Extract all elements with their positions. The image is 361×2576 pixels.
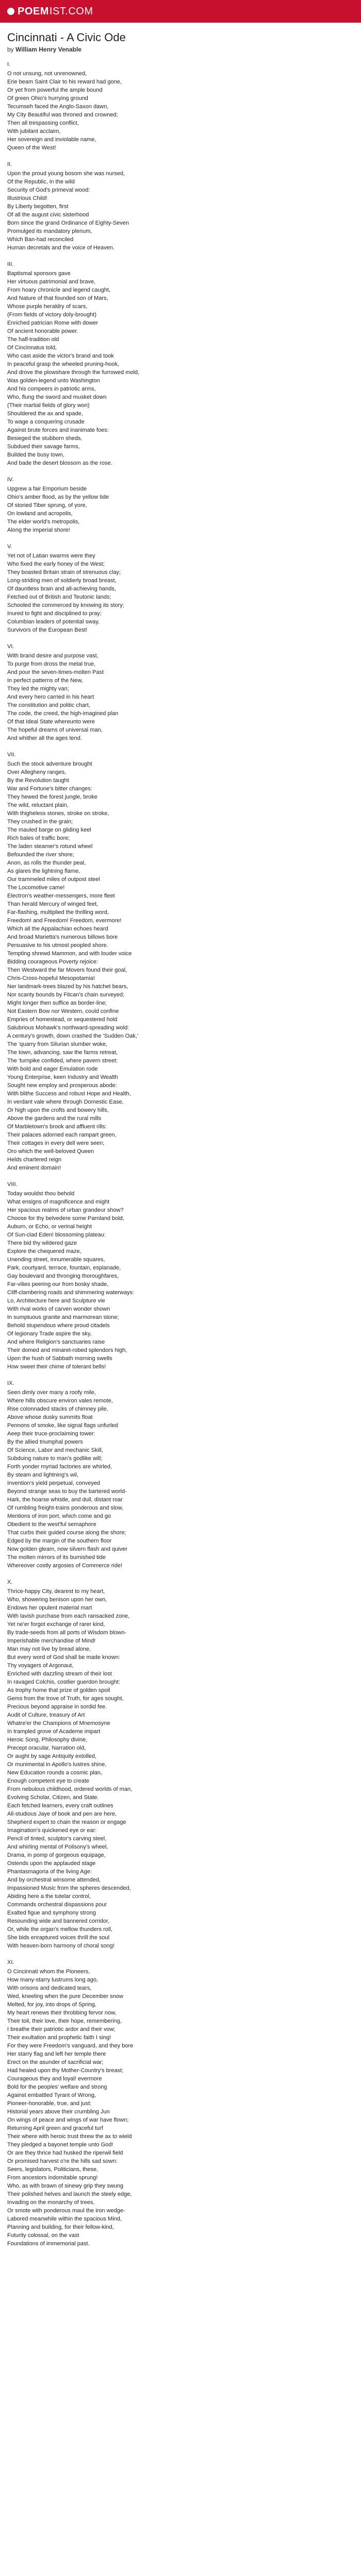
poem-section xyxy=(7,642,354,742)
poem-line: Obedient to the west'ful semaphore xyxy=(7,1521,96,1528)
poem-line: Then all trespassing conflict, xyxy=(7,120,79,126)
poem-line: Ohio's amber flood, as by the yellow tide xyxy=(7,494,109,500)
poem-section xyxy=(7,1958,354,2248)
poem-line: Baptismal sponsors gave xyxy=(7,270,71,277)
poem-line: The molten mirrors of its burnished tide xyxy=(7,1554,106,1561)
section-numeral: IV. xyxy=(7,477,14,483)
poem-line: Of rumbling freight-trains ponderous and slow, xyxy=(7,1505,124,1511)
poem-line: Hark, the hoarse whistle, and dull, distant roar xyxy=(7,1497,123,1503)
poem-line: By trade-seeds from all ports of Wisdom blown- xyxy=(7,1630,127,1636)
poem-line: Or are they thrice had husked the riperwil field xyxy=(7,2150,123,2156)
section-numeral: VI. xyxy=(7,643,14,650)
poem-line: Gems from the trove of Truth, for ages sought, xyxy=(7,1696,124,1702)
poem-line: On lowland and acropolis, xyxy=(7,511,73,517)
section-numeral: VIII. xyxy=(7,1181,18,1188)
poem-line: Of the Republic, in the wild xyxy=(7,179,75,185)
poem-line: Might longer then suffice as border-line; xyxy=(7,1000,107,1006)
poem-line: Bidding courageous Poverty rejoice: xyxy=(7,959,99,965)
poem-line: Who, as with brawn of sinewy grip they swung xyxy=(7,2183,123,2189)
poem-line: Along the imperial shore! xyxy=(7,527,70,533)
poem-line: Choose for thy belvedere some Parnland bold, xyxy=(7,1215,124,1222)
poem-section xyxy=(7,751,354,1172)
poem-line: The wild, reluctant plain, xyxy=(7,802,69,808)
poem-line: Unending street, innumerable squares, xyxy=(7,1257,105,1263)
poem-line: Ostends upon the applauded stage xyxy=(7,1860,96,1867)
poem-line: Sought new employ and prosperous abode: xyxy=(7,1082,117,1089)
poem-line: By Liberty begotten, first xyxy=(7,204,69,210)
poem-line: Fetched out of British and Teutonic lands; xyxy=(7,594,111,600)
poem-line: Or yet from powerful the ample bound xyxy=(7,87,103,93)
poem-line: Their polished helves and launch the steely edge, xyxy=(7,2191,132,2197)
poem-line: From nebulous childhood, ordered worlds of man, xyxy=(7,1786,133,1792)
poem-line: Over Allegheny ranges, xyxy=(7,769,67,775)
poem-line: Enriched patrician Rome with dower xyxy=(7,320,99,326)
section-numeral: III. xyxy=(7,261,14,267)
poem-line: Inured to fight and disciplined to pray; xyxy=(7,611,102,617)
poem-line: Tempting shrewd Mammon, and with louder voice xyxy=(7,951,132,957)
poem-line: I breathe their patriotic ardor and their vow; xyxy=(7,2026,116,2032)
poem-line: In verdant vale where through Domestic Ease, xyxy=(7,1099,124,1105)
poem-line: Against embattled Tyrant of Wrong, xyxy=(7,2092,96,2098)
poem-line: Yet not of Latian swarms were they xyxy=(7,553,95,559)
poem-line: The 'turnpike confided, where pavern street: xyxy=(7,1058,118,1064)
poem-line: But every word of God shall be made known: xyxy=(7,1654,120,1660)
poem-line: Evolving Scholar, Citizen, and State. xyxy=(7,1794,99,1801)
section-numeral: I. xyxy=(7,61,11,67)
poem-line: War and Fortune's bitter changes: xyxy=(7,786,92,792)
poem-line: Security of God's primeval wood: xyxy=(7,187,90,193)
poem-line: Subduing nature to man's godlike will; xyxy=(7,1455,103,1462)
poem-line: And Nature of that founded son of Mars, xyxy=(7,295,108,301)
poem-line: My heart renews their throbbing fervor now, xyxy=(7,2010,117,2016)
poem-line: And his compeers in patriotic arms, xyxy=(7,386,96,392)
poem-line: Whose purple heraldry of scars, xyxy=(7,303,88,310)
poem-line: As trophy home that prize of golden spoil xyxy=(7,1687,110,1693)
poem-line: Historial years above their crumbling Jun xyxy=(7,2109,110,2115)
poem-line: They led the mighty van; xyxy=(7,686,69,692)
poem-line: Who cast aside the victor's brand and took xyxy=(7,353,114,359)
poem-line: Resounding wide and bannered corridor, xyxy=(7,1918,110,1924)
poem-line: My City Beautiful was throned and crowned; xyxy=(7,112,118,118)
poem-line: Beyond strange seas to buy the bartered world- xyxy=(7,1488,127,1495)
poem-line: Endows her opulent material mart xyxy=(7,1605,92,1611)
poem-line: Now golden gleam, now silvern flash and quiver xyxy=(7,1546,127,1552)
poem-line: Precept oracular, Narration old, xyxy=(7,1745,86,1751)
poem-line: With thigheless stones, stroke on stroke, xyxy=(7,810,109,817)
poem-line: Of ancient honorable power. xyxy=(7,328,78,334)
poem-line: Of legionary Trade aspire the sky, xyxy=(7,1331,92,1337)
poem-line: Behold stupendous where proud citadels xyxy=(7,1323,110,1329)
poem-line: Was golden-legend unto Washington xyxy=(7,378,100,384)
poem-line: Then Westward the far Movers found their goal, xyxy=(7,967,127,973)
poem-line: And where Religion's sanctuaries raise xyxy=(7,1339,105,1345)
poem-line: Phantasmagoria of the living Age: xyxy=(7,1869,92,1875)
poem-line: Whereover costly argosies of Commerce ride! xyxy=(7,1563,123,1569)
poem-line: What ensigns of magnificence and might xyxy=(7,1199,110,1205)
poem-line: Exalted figue and symphony strong xyxy=(7,1910,96,1916)
poem-line: Or, while the organ's mellow thunders roll, xyxy=(7,1926,112,1933)
poem-line: Of Marbletown's brook and affluent rills: xyxy=(7,1124,107,1130)
poem-line: Queen of the West! xyxy=(7,145,56,151)
poem-line: How sweet their chime of tolerant bells! xyxy=(7,1364,106,1370)
poem-line: Impassioned Music from the spheres descended, xyxy=(7,1885,131,1891)
poem-line: Abiding here a the tutelar control, xyxy=(7,1893,91,1900)
poem-content xyxy=(7,31,354,2256)
poem-line: To purge from dross the metal true, xyxy=(7,661,96,667)
poem-line: And by orchestral winsome attended, xyxy=(7,1877,101,1883)
poem-line: Or promised harvest o're the hills sad sown: xyxy=(7,2158,118,2164)
poem-line: O not unsung, not unrenowned, xyxy=(7,71,87,77)
poem-line: Park, courtyard, terrace, fountain, esplanade, xyxy=(7,1265,121,1271)
poem-line: Befounded the river shore; xyxy=(7,852,74,858)
poem-line: The town, advancing, saw the farms retreat, xyxy=(7,1049,118,1056)
section-numeral: X. xyxy=(7,1579,13,1585)
poem-line: Commands orchestral dispassions pour xyxy=(7,1902,107,1908)
poem-line: To wage a conquering crusade xyxy=(7,419,85,425)
poem-line: Of Cincinnatus told, xyxy=(7,345,57,351)
poem-line: Melted, for joy, into drops of Spring, xyxy=(7,2002,96,2008)
poem-line: Of dauntless brain and all-achieving hands, xyxy=(7,586,116,592)
poem-line: Electron's weather-messengers, more fleet xyxy=(7,893,115,899)
poem-line: By steam and lightning's wil, xyxy=(7,1472,78,1478)
poem-byline xyxy=(7,46,354,53)
poem-line: Or high upon the crofts and bowery hills, xyxy=(7,1107,109,1113)
poem-line: Against brute forces and inanimate foes: xyxy=(7,427,109,433)
poem-line: Freedom! and Freedom! Freedom, evermore! xyxy=(7,918,122,924)
poem-line: Drama, in pomp of gorgeous equipage, xyxy=(7,1852,106,1858)
poem-line: Oro which the well-beloved Queen xyxy=(7,1148,94,1155)
poem-line: That curbs their guided course along the shore; xyxy=(7,1530,126,1536)
poem-line: Or munimental in Apollo's lustres shine, xyxy=(7,1761,107,1768)
poem-line: Courageous they and loyal! evermore xyxy=(7,2076,102,2082)
poem-line: The half-tradition old xyxy=(7,336,59,343)
poem-section xyxy=(7,260,354,467)
poem-line: The elder world's metropolis, xyxy=(7,519,80,525)
poem-line: Of Science, Labor and mechanic Skill, xyxy=(7,1447,103,1453)
poem-line: With orisons and dedicated tears, xyxy=(7,1985,92,1991)
poem-line: Yet ne'er forgot exchange of rarer kind, xyxy=(7,1621,105,1628)
section-numeral: XI. xyxy=(7,1959,14,1965)
poem-line: Pennons of smoke, like signal flags unfurled xyxy=(7,1422,118,1429)
poem-line: Than herald Mercury of winged feet, xyxy=(7,901,99,907)
poem-line: Invading on the monarchy of trees, xyxy=(7,2199,95,2206)
poem-line: Schooled the commerced by knowing its story; xyxy=(7,602,124,608)
poem-line: Labored meanwhile within the spacious Mind, xyxy=(7,2216,122,2222)
poem-line: Wed, kneeling when the pure December snow xyxy=(7,1993,123,1999)
poem-line: And whirling mental of Polisony's wheel, xyxy=(7,1844,108,1850)
poem-line: Columbian leaders of potential sway, xyxy=(7,619,100,625)
poem-line: Young Enterprise, keen Industry and Wealth xyxy=(7,1074,118,1080)
poem-line: Who, flung the sword and musket down xyxy=(7,394,107,400)
section-numeral: IX. xyxy=(7,1380,14,1386)
poem-line: Audit of Culture, treasury of Art xyxy=(7,1712,85,1718)
poem-line: Man may not live by bread alone, xyxy=(7,1646,91,1652)
poem-line: Their domed and minaret-robed splendors high, xyxy=(7,1347,127,1353)
poem-line: Who, showering benison upon her own, xyxy=(7,1597,107,1603)
section-numeral: II. xyxy=(7,161,12,167)
poem-line: Rich bales of traffic bore; xyxy=(7,835,70,841)
poem-line: With blithe Success and robust Hope and Health, xyxy=(7,1091,131,1097)
poem-line: Chris-Cross-hopeful Mesopotamia! xyxy=(7,975,95,981)
poem-line: Where hills obscure environ vales remote, xyxy=(7,1398,113,1404)
poem-line: Edged by the margin of the southern floor xyxy=(7,1538,112,1544)
poem-line: Returning April green and graceful turf xyxy=(7,2125,103,2131)
poem-line: Such the stock adventure brought xyxy=(7,761,92,767)
poem-section xyxy=(7,60,354,152)
poem-line: Persuasive to his utmost peopled shore. xyxy=(7,942,108,948)
poem-line: Who fixed the early honey of the West; xyxy=(7,561,105,567)
poem-line: Above the gardens and the rural mills xyxy=(7,1115,102,1122)
poem-line: Human decretals and the voice of Heaven. xyxy=(7,245,114,251)
poem-line: On wings of peace and wings of war have flown; xyxy=(7,2117,129,2123)
poem-line: Or smote with ponderous maul the iron wedge- xyxy=(7,2208,125,2214)
poem-line: With brand desire and purpose vast, xyxy=(7,653,99,659)
poem-line: Tecumseh faced the Anglo-Saxon dawn, xyxy=(7,104,109,110)
poem-line: Thy voyagers of Argonaut, xyxy=(7,1663,74,1669)
section-numeral: V. xyxy=(7,544,12,550)
poem-section xyxy=(7,543,354,634)
poem-line: (Their martial fields of glory won) xyxy=(7,402,90,409)
poem-line: For they were Freedom's vanguard, and they bore xyxy=(7,2043,134,2049)
poem-line: (From fields of victory doly-brought) xyxy=(7,312,96,318)
poem-line: From hoary chronicle and legend caught, xyxy=(7,287,110,293)
poem-line: Which all the Appalachian echoes heard xyxy=(7,926,108,932)
poem-line: Her starry flag and left her temple there xyxy=(7,2051,106,2057)
poem-line: Shepherd expert to chain the reason or engage xyxy=(7,1819,126,1825)
poem-line: The laden steamer's rotund wheel xyxy=(7,843,93,850)
poem-line: By the Revolution taught xyxy=(7,777,69,784)
poem-line: Long-striding men of soldierly broad breast, xyxy=(7,578,117,584)
poem-line: Nor scanty bounds by Fitcan's chain surveyed; xyxy=(7,992,125,998)
poem-section xyxy=(7,476,354,534)
poem-line: Her virtuous patrimonial and brave, xyxy=(7,279,96,285)
poem-line: The constitution and politic chart, xyxy=(7,702,90,708)
site-header xyxy=(0,0,361,23)
poem-line: And every hero carried in his heart xyxy=(7,694,94,700)
poem-line: They crushed in the grain; xyxy=(7,819,73,825)
poem-line: Helds chartered reign xyxy=(7,1157,62,1163)
poem-line: With rival works of carven wonder shown xyxy=(7,1306,110,1312)
byline-by: by xyxy=(7,46,14,53)
logo-sub-text: IST.COM xyxy=(49,5,93,17)
poem-line: Our trammeled miles of outpost steel xyxy=(7,876,100,883)
poem-line: Upon the proud young bosom she was nursed, xyxy=(7,171,125,177)
poem-line: Above whose dusky summits float xyxy=(7,1414,93,1420)
poem-author-link[interactable]: William Henry Venable xyxy=(15,46,81,53)
poem-line: Salubrious Mohawk's northward-spreading wold: xyxy=(7,1025,129,1031)
poem-line: Upgrew a fair Emporium beside xyxy=(7,486,87,492)
poem-line: Foundations of immemorial past. xyxy=(7,2241,90,2247)
poem-sections xyxy=(7,60,354,2248)
poem-line: Each fetched learners, every craft outlines xyxy=(7,1803,113,1809)
poem-line: Lo, Architecture here and Sculpture vie xyxy=(7,1298,105,1304)
poem-line: Of storied Tiber sprung, of yore, xyxy=(7,502,87,509)
poem-line: Futurity colossal, on the vast xyxy=(7,2232,79,2239)
poem-line: The code, the creed, the high-imagined plan xyxy=(7,710,119,717)
poem-line: They pledged a bayonet temple unto God! xyxy=(7,2142,113,2148)
poem-line: They boasted Britain strain of strenuous clay; xyxy=(7,569,121,575)
poem-line: The 'quarry from Silurian slumber woke, xyxy=(7,1041,108,1047)
poem-line: In ravaged Colchis, costlier guerdon brought: xyxy=(7,1679,120,1685)
poem-line: Shouldered the ax and spade, xyxy=(7,411,83,417)
poem-line: Illustrious Child! xyxy=(7,195,47,201)
poem-line: With heaven-born harmony of choral song! xyxy=(7,1943,114,1949)
poem-title: Cincinnati - A Civic Ode xyxy=(7,31,126,44)
poem-line: In perfect patterns of the New, xyxy=(7,677,83,684)
poem-section xyxy=(7,1379,354,1570)
poem-line: Far-vilies peering our from bosky shade, xyxy=(7,1281,109,1287)
poem-line: Imperishable merchandise of Mind! xyxy=(7,1638,96,1644)
poem-line: Mentions of iron port, which come and go xyxy=(7,1513,111,1519)
poem-line: Her sovereign and inviolable name, xyxy=(7,137,96,143)
poem-line: Born since the grand Ordinance of Eighty-Seven xyxy=(7,220,129,226)
poem-line: Whatre'er the Champions of Mnemosyne xyxy=(7,1720,110,1726)
poem-line: Far-flashing, multiplied the thrilling word, xyxy=(7,909,109,916)
poem-line: Of that Ideal State whereunto were xyxy=(7,719,95,725)
poem-line: Precious beyond appraise in sordid fee. xyxy=(7,1704,107,1710)
poem-line: Forth yonder myriad factories are whirled, xyxy=(7,1464,112,1470)
poem-line: With lavish purchase from each ransacked zone, xyxy=(7,1613,130,1619)
poem-line: Subdued their savage farms, xyxy=(7,444,80,450)
poem-line: Pencil of tinted, sculptor's carving steel, xyxy=(7,1836,107,1842)
poem-line: All-studious Jaye of book and pen are here, xyxy=(7,1811,117,1817)
poem-line: Builded the busy town, xyxy=(7,452,64,458)
poem-line: And whither all the ages tend. xyxy=(7,735,82,741)
poem-line: In trampled grove of Academe impart xyxy=(7,1728,101,1735)
poem-line: Their cottages in every dell were seen; xyxy=(7,1140,105,1146)
poem-line: Had healed upon thy Mother-Country's breast; xyxy=(7,2067,124,2074)
poem-line: There bid thy wildered gaze xyxy=(7,1240,77,1246)
poem-line: O Cincinnati whom the Pioneers, xyxy=(7,1969,90,1975)
poem-line: Today wouldst thou behold xyxy=(7,1191,75,1197)
poem-line: The mauled barge on gliding keel xyxy=(7,827,91,833)
poem-line: And drove the plowshare through the furrowed mold, xyxy=(7,369,140,376)
poem-line: Their toil, their love, their hope, remembering, xyxy=(7,2018,122,2024)
poem-section xyxy=(7,1578,354,1950)
poem-line: Thrice-happy City, dearest to my heart, xyxy=(7,1588,105,1595)
logo-circle-icon xyxy=(7,8,14,15)
site-logo[interactable] xyxy=(7,6,93,18)
poem-line: Enough competent eye to create xyxy=(7,1778,89,1784)
poem-line: As glares the lightning flame, xyxy=(7,868,80,874)
poem-line: Bold for the peoples' welfare and strong xyxy=(7,2084,107,2090)
poem-line: New Education rounds a cosmic plan, xyxy=(7,1770,103,1776)
poem-line: Explore the chequered maze, xyxy=(7,1248,81,1255)
poem-line: From ancestors indomitable sprung! xyxy=(7,2175,98,2181)
poem-line: How many-starry lustrums long ago, xyxy=(7,1977,99,1983)
poem-line: She bids enraptured voices thrill the soul xyxy=(7,1935,110,1941)
poem-line: Imagination's quickened eye or ear: xyxy=(7,1827,97,1834)
poem-line: In peaceful grasp the wheeled pruning-hook, xyxy=(7,361,120,367)
poem-line: Rise colonnaded stacks of chimney pile, xyxy=(7,1406,108,1412)
poem-line: In sumptuous granite and marmorean stone; xyxy=(7,1314,119,1320)
poem-line: With bold and eager Emulation rode xyxy=(7,1066,98,1072)
poem-line: Of Sun-clad Eden! blossoming plateau: xyxy=(7,1232,106,1238)
poem-line: Not Eastern Bow nor Western, could confine xyxy=(7,1008,119,1014)
poem-line: Anon, as rolls the thunder peal, xyxy=(7,860,86,866)
poem-line: Gay boulevard and thronging thoroughfares, xyxy=(7,1273,119,1279)
poem-line: Seers, legislators, Politicians, these, xyxy=(7,2166,99,2173)
poem-line: Auburn, or Echo, or verinal height xyxy=(7,1224,92,1230)
poem-line: Besieged the stubborn sheds, xyxy=(7,435,83,442)
poem-line: They hewed the forest jungle, broke xyxy=(7,794,97,800)
section-numeral: VII. xyxy=(7,752,16,758)
poem-line: Their palaces adorned each rampart green, xyxy=(7,1132,117,1138)
poem-line: Survivors of the European Best! xyxy=(7,627,88,633)
poem-line: By the allied triumphal powers xyxy=(7,1439,83,1445)
poem-section xyxy=(7,160,354,252)
poem-section xyxy=(7,1180,354,1371)
poem-line: And bade the desert blossom as the rose. xyxy=(7,460,112,466)
poem-line: With jubilant acclaim, xyxy=(7,128,61,134)
poem-line: Or aught by sage Antiquity extolled, xyxy=(7,1753,97,1759)
poem-line: Ner landmark-trees blazed by his hatchet bears, xyxy=(7,984,128,990)
poem-line: Their where with heroic trust threw the ax to wield xyxy=(7,2133,132,2140)
poem-line: Seen dimly over many a roofy mile, xyxy=(7,1389,96,1396)
poem-line: The Locomotive came! xyxy=(7,885,65,891)
poem-line: Aeep their truce-proclaiming tower: xyxy=(7,1431,95,1437)
poem-line: Planning and building, for their fellow-kind, xyxy=(7,2224,114,2230)
poem-line: Promulged its mandatory plenum, xyxy=(7,228,92,234)
poem-line: And pour the seven-times-molten Past xyxy=(7,669,104,675)
poem-line: Of all the august civic sisterhood xyxy=(7,212,89,218)
poem-line: A century's growth, down crashed the 'Sudden Oak,' xyxy=(7,1033,138,1039)
poem-line: Enriched with dazzling stream of their lost xyxy=(7,1671,112,1677)
poem-line: Which Ban-had reconciled xyxy=(7,236,74,243)
poem-line: Heroic Song, Philosophy divine, xyxy=(7,1737,88,1743)
poem-line: And eminent domain! xyxy=(7,1165,61,1171)
poem-line: Invention's yield perpetual, conveyed xyxy=(7,1480,101,1486)
poem-line: Of green Ohio's hurrying ground xyxy=(7,95,88,101)
poem-line: Pioneer-honorable, true, and just: xyxy=(7,2100,92,2107)
logo-main-text: POEM xyxy=(18,5,49,17)
poem-line: The hopeful dreams of universal man, xyxy=(7,727,103,733)
poem-line: Upon the hush of Sabbath morning swells xyxy=(7,1355,112,1362)
poem-line: And broad Marietta's numerous billows bore xyxy=(7,934,118,940)
poem-line: Their exultation and prophetic faith I sing! xyxy=(7,2035,111,2041)
poem-line: Her spacious realms of urban grandeur show? xyxy=(7,1207,124,1213)
poem-line: Erect on the asunder of sacrificial war; xyxy=(7,2059,104,2065)
poem-line: Empries of homestead, or sequestered hold xyxy=(7,1016,118,1023)
poem-line: Erie beam Saint Clair to his reward had gone, xyxy=(7,79,122,85)
poem-line: Cliff-clambering roads and shimmering waterways: xyxy=(7,1290,135,1296)
